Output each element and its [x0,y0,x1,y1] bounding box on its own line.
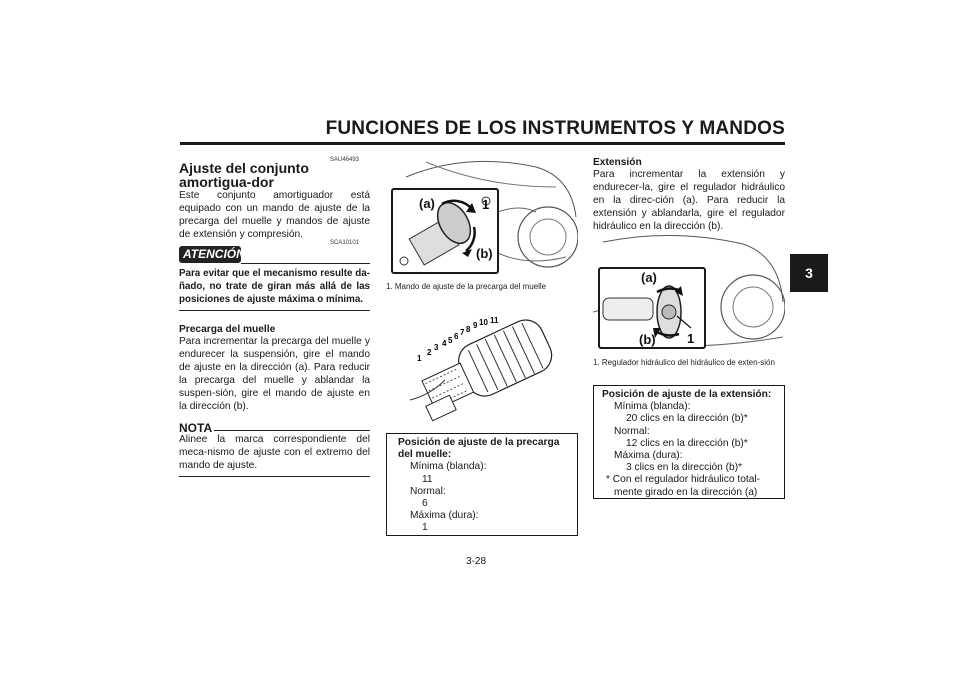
extension-normal-label: Normal: [614,425,650,437]
preload-normal-value: 6 [422,498,428,510]
extension-footnote-1: * Con el regulador hidráulico total- [606,474,761,486]
scale-num-9: 9 [473,321,478,330]
preload-max-label: Máxima (dura): [410,510,479,522]
extension-max-label: Máxima (dura): [614,450,683,462]
extension-footnote-2: mente girado en la dirección (a) [614,486,758,498]
label-b: (b) [639,332,656,347]
rebound-adjuster-figure [593,232,785,350]
chapter-tab: 3 [790,254,828,292]
label-1: 1 [482,197,490,212]
preload-subheading: Precarga del muelle [179,324,276,335]
nota-rule-top [214,430,370,431]
extension-settings-box [593,385,785,499]
scale-num-7: 7 [460,328,465,337]
section-heading: Ajuste del conjunto amortigua-dor [179,160,309,190]
nota-rule-bottom [179,476,370,477]
scale-num-2: 2 [427,348,432,357]
preload-inset [392,189,498,273]
intro-text: Este conjunto amortiguador está equipado con un mando de ajuste de la precarga del muelle y mandos de ajuste de extensión y compresión. [179,190,370,240]
scale-num-10: 10 [479,318,488,327]
figure3-caption: 1. Regulador hidráulico del hidráulico de exten-sión [593,358,775,367]
preload-box-title: Posición de ajuste de la precarga del muelle: [398,437,560,461]
nota-text: Alinee la marca correspondiente del meca-nismo de ajuste con el extremo del mando de ajuste. [179,434,370,471]
preload-min-value: 11 [422,473,433,485]
caution-banner [179,246,370,266]
extension-max-value: 3 clics en la dirección (b)* [626,462,743,474]
preload-adjuster-figure [386,157,578,277]
preload-scale-figure [400,300,570,425]
page-number: 3-28 [466,556,487,567]
header-rule [180,142,785,145]
extension-box-title: Posición de ajuste de la extensión: [602,389,772,400]
preload-text: Para incrementar la precarga del muelle y endurecer la suspensión, gire el mando de ajuste en la dirección (a). Para reducir la precarga del muelle y ablandar la suspen-sión, gire el mando de ajuste en la dirección (b). [179,336,370,412]
section-code: SAU46493 [330,157,360,163]
label-a: (a) [419,196,435,211]
scale-num-8: 8 [466,325,471,334]
label-a: (a) [641,270,657,285]
extension-subheading: Extensión [593,157,642,168]
preload-normal-label: Normal: [410,485,446,497]
label-1: 1 [687,331,695,346]
scale-num-5: 5 [448,336,453,345]
scale-num-3: 3 [434,343,439,352]
extension-text: Para incrementar la extensión y endurecer-la, gire el regulador hidráulico en la direc-ción (a). Para reducir la extensión y ablandarla, gire el regulador hidráulico en la dirección (b). [593,169,785,232]
extension-min-label: Mínima (blanda): [614,401,691,413]
label-b: (b) [476,246,493,261]
scale-num-6: 6 [454,332,459,341]
extension-normal-value: 12 clics en la dirección (b)* [626,437,748,449]
nota-label: NOTA [179,421,213,435]
preload-max-value: 1 [422,522,428,534]
caution-text: Para evitar que el mecanismo resulte da-ñado, no trate de giran más allá de las posiciones de ajuste máxima o mínima. [179,268,370,305]
caution-rule [179,310,370,311]
rebound-inset [599,268,705,348]
scale-num-1: 1 [417,354,422,363]
caution-label: ATENCIÓN [183,247,245,261]
figure1-caption: 1. Mando de ajuste de la precarga del muelle [386,282,547,291]
extension-min-value: 20 clics en la dirección (b)* [626,413,748,425]
page-title: FUNCIONES DE LOS INSTRUMENTOS Y MANDOS [325,118,785,139]
preload-min-label: Mínima (blanda): [410,461,487,473]
preload-settings-box [386,433,578,536]
caution-code: SCA10101 [330,240,360,246]
scale-num-11: 11 [490,316,499,325]
scale-num-4: 4 [442,339,447,348]
